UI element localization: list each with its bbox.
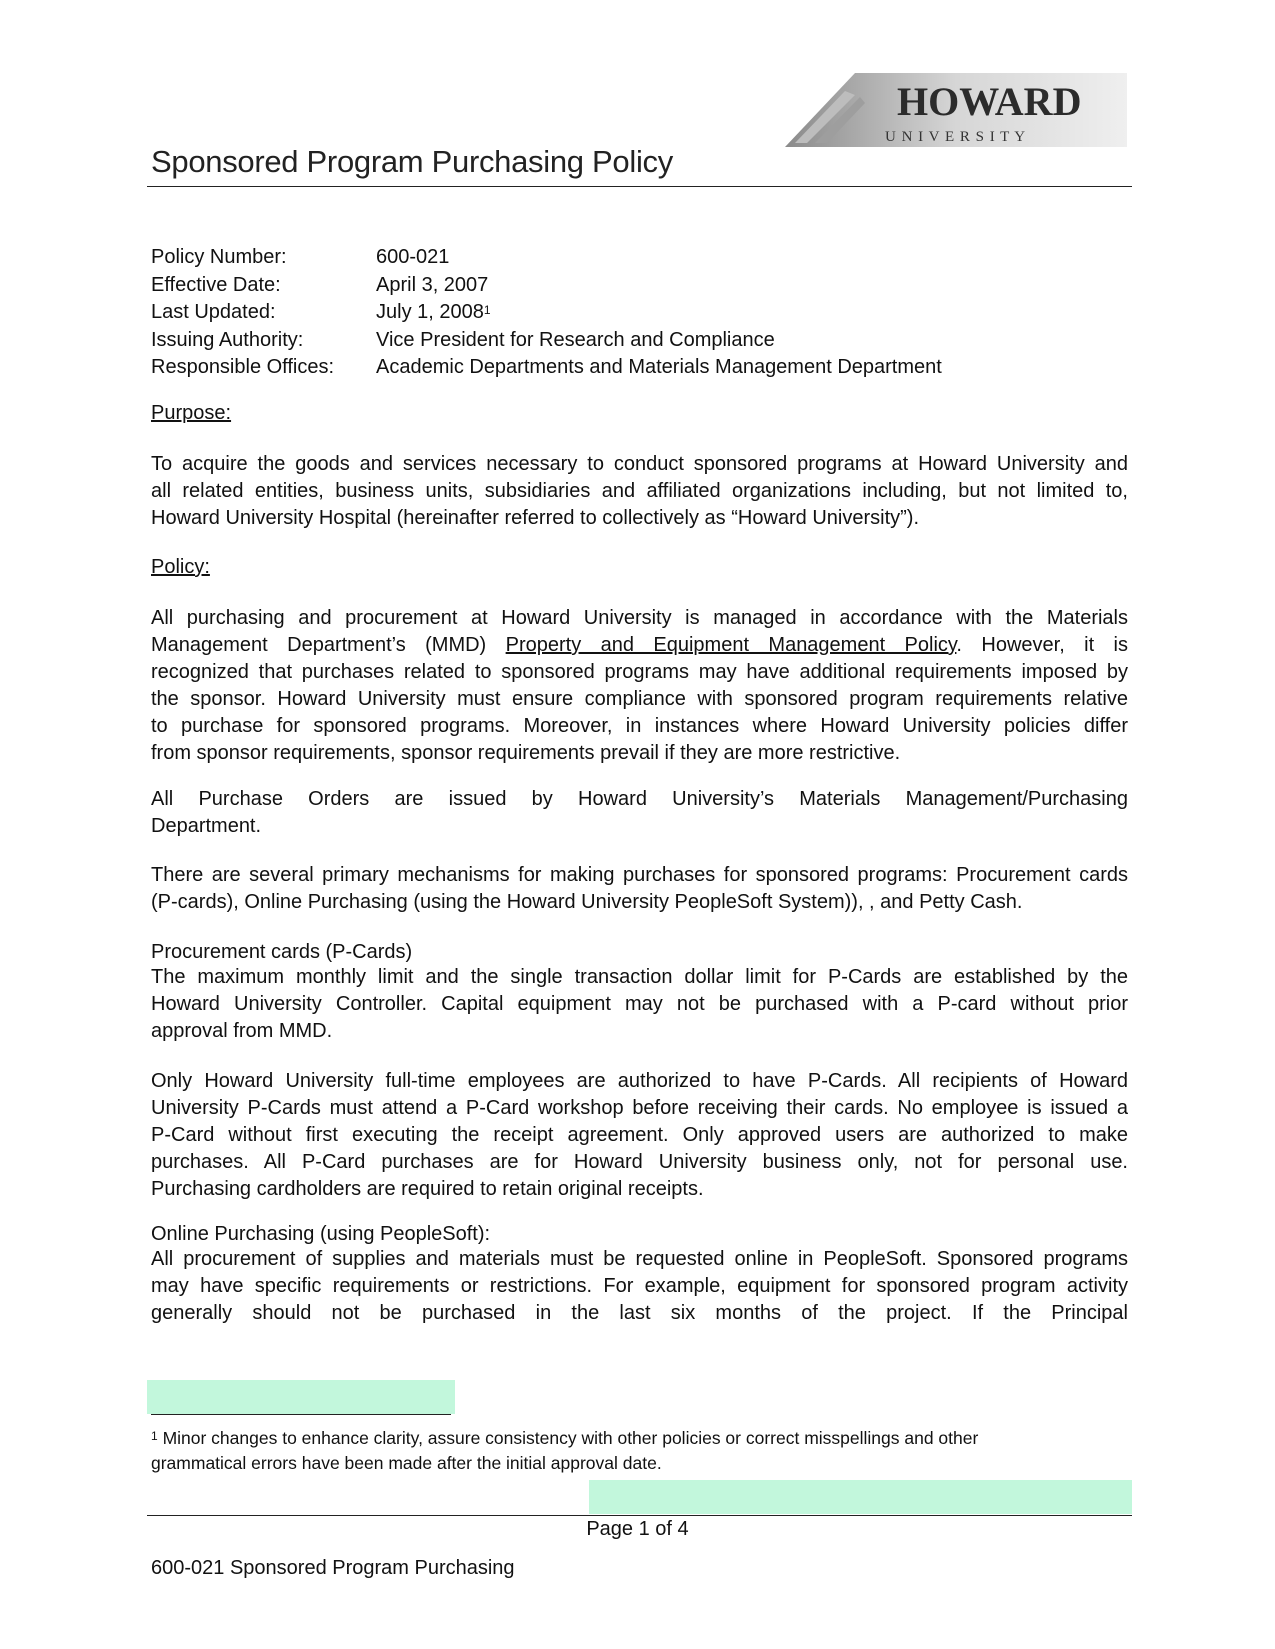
text-line: University P-Cards must attend a P-Card workshop before receiving their cards. No employee is issued a xyxy=(151,1097,1128,1119)
page-number: Page 1 of 4 xyxy=(586,1518,689,1540)
text-line: All Purchase Orders are issued by Howard University’s Materials Management/Purchasing xyxy=(151,788,1128,810)
document-identifier: 600-021 Sponsored Program Purchasing xyxy=(151,1557,515,1579)
text-fragment: Management Department’s (MMD) xyxy=(151,634,487,656)
footnote-mark: 1 xyxy=(151,1429,158,1443)
online-purchasing-paragraph xyxy=(151,1246,1128,1327)
meta-label: Effective Date: xyxy=(151,273,281,296)
purpose-paragraph xyxy=(151,451,1128,532)
meta-value: Vice President for Research and Compliance xyxy=(376,328,775,351)
text-line: All purchasing and procurement at Howard University is managed in accordance with the Materials xyxy=(151,607,1128,629)
policy-heading: Policy: xyxy=(151,556,210,578)
property-equipment-policy-link[interactable]: Property and Equipment Management Policy xyxy=(505,634,957,656)
text-fragment: . However, it is xyxy=(956,634,1129,656)
policy-metadata xyxy=(151,244,942,382)
pcards-paragraph-1 xyxy=(151,964,1128,1045)
text-line: from sponsor requirements, sponsor requirements prevail if they are more restrictive. xyxy=(151,742,901,764)
meta-value: April 3, 2007 xyxy=(376,273,489,296)
meta-label: Last Updated: xyxy=(151,301,276,323)
policy-paragraph-3 xyxy=(151,862,1128,916)
text-line: All procurement of supplies and materials must be requested online in PeopleSoft. Sponsored programs xyxy=(151,1248,1128,1270)
text-line: generally should not be purchased in the last six months of the project. If the Principal xyxy=(151,1302,1128,1324)
text-line: There are several primary mechanisms for making purchases for sponsored programs: Procurement cards xyxy=(151,864,1128,886)
text-line: Department. xyxy=(151,815,262,837)
meta-value: Academic Departments and Materials Management Department xyxy=(376,356,942,378)
footer-divider xyxy=(147,1515,1132,1516)
footnote-line: grammatical errors have been made after the initial approval date. xyxy=(151,1453,662,1473)
policy-paragraph-1 xyxy=(151,605,1128,767)
text-line: the sponsor. Howard University must ensure compliance with sponsored program requirements relative xyxy=(151,688,1128,710)
text-line: may have specific requirements or restrictions. For example, equipment for sponsored program activity xyxy=(151,1275,1128,1297)
footnote-text: Minor changes to enhance clarity, assure consistency with other policies or correct misspellings and other xyxy=(162,1428,979,1448)
meta-label: Policy Number: xyxy=(151,246,287,268)
text-line: to purchase for sponsored programs. Moreover, in instances where Howard University policies differ xyxy=(151,715,1128,737)
footnote xyxy=(151,1426,1111,1476)
meta-label: Issuing Authority: xyxy=(151,328,304,351)
pcards-paragraph-2 xyxy=(151,1068,1128,1203)
title-divider xyxy=(147,186,1132,187)
text-line: Purchasing cardholders are required to retain original receipts. xyxy=(151,1178,704,1200)
policy-paragraph-2 xyxy=(151,786,1128,840)
highlight-mark xyxy=(589,1480,1132,1514)
meta-row xyxy=(151,244,942,272)
text-line: (P-cards), Online Purchasing (using the Howard University PeopleSoft System)), , and Petty Cash. xyxy=(151,891,1023,913)
text-line: Howard University Hospital (hereinafter referred to collectively as “Howard University”). xyxy=(151,507,920,529)
howard-university-logo xyxy=(785,73,1127,147)
text-line: all related entities, business units, subsidiaries and affiliated organizations including, but not limited to, xyxy=(151,480,1128,502)
text-line: purchases. All P-Card purchases are for Howard University business only, not for personal use. xyxy=(151,1151,1128,1173)
meta-row xyxy=(151,272,942,300)
highlight-mark xyxy=(147,1380,455,1414)
text-line: approval from MMD. xyxy=(151,1020,333,1042)
meta-value xyxy=(376,299,491,327)
page-title: Sponsored Program Purchasing Policy xyxy=(151,144,673,179)
logo-subtitle: U N I V E R S I T Y xyxy=(885,129,1027,145)
text-line: P-Card without first executing the receipt agreement. Only approved users are authorized to make xyxy=(151,1124,1128,1146)
logo-name: HOWARD xyxy=(897,79,1082,124)
meta-value-text: July 1, 2008 xyxy=(376,301,484,323)
footnote-line xyxy=(151,1426,1111,1451)
online-purchasing-subheading: Online Purchasing (using PeopleSoft): xyxy=(151,1223,491,1245)
text-line: Howard University Controller. Capital equipment may not be purchased with a P-card without prior xyxy=(151,993,1128,1015)
meta-value: 600-021 xyxy=(376,246,450,268)
meta-row xyxy=(151,327,942,355)
purpose-heading: Purpose: xyxy=(151,402,232,424)
text-line: Only Howard University full-time employees are authorized to have P-Cards. All recipients of Howard xyxy=(151,1070,1128,1092)
pcards-subheading: Procurement cards (P-Cards) xyxy=(151,941,413,963)
meta-label: Responsible Offices: xyxy=(151,356,335,378)
text-line: To acquire the goods and services necessary to conduct sponsored programs at Howard University and xyxy=(151,453,1128,475)
text-line: The maximum monthly limit and the single transaction dollar limit for P-Cards are established by the xyxy=(151,966,1128,988)
text-line xyxy=(151,632,1128,659)
meta-row xyxy=(151,354,942,382)
text-line: recognized that purchases related to sponsored programs may have additional requirements imposed by xyxy=(151,661,1128,683)
meta-row xyxy=(151,299,942,327)
footnote-separator xyxy=(151,1414,451,1415)
footnote-reference: 1 xyxy=(483,303,491,317)
